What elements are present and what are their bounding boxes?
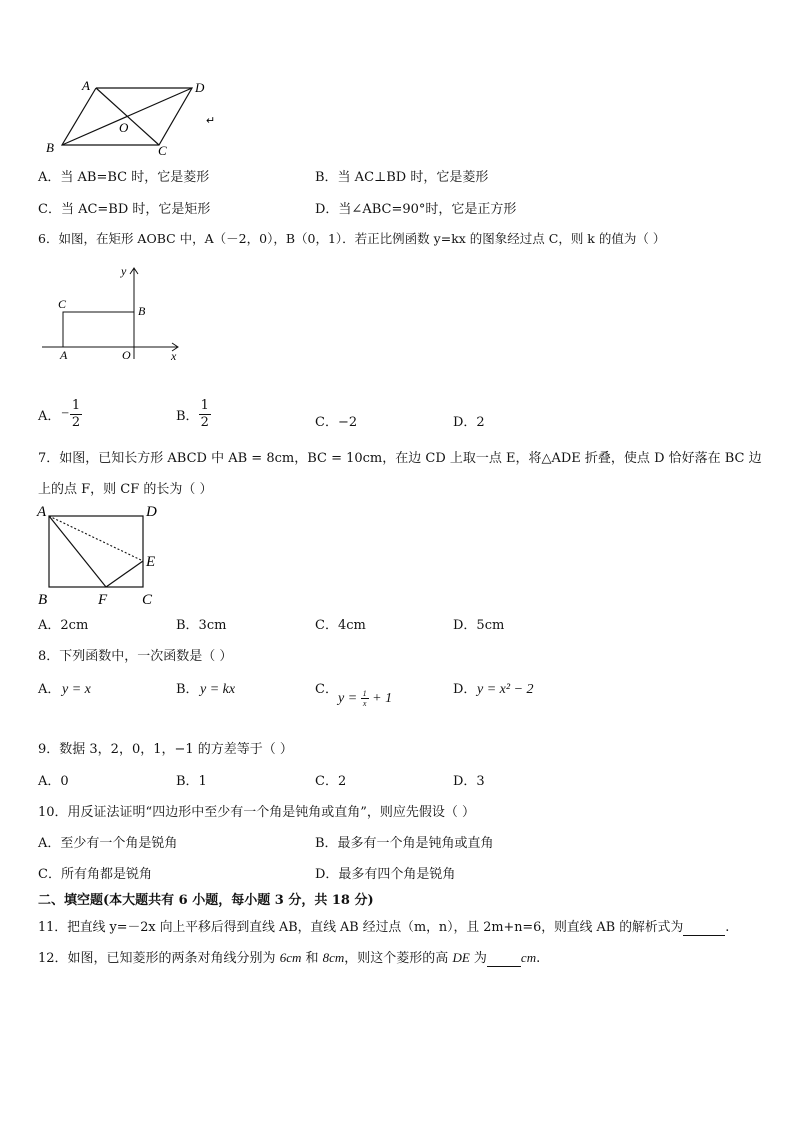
- q7-option-b[interactable]: B．3cm: [176, 618, 227, 633]
- q12-mid2: ，则这个菱形的高: [344, 951, 453, 966]
- rectangle-abcd: [49, 516, 143, 587]
- q9-option-d[interactable]: D．3: [453, 774, 485, 789]
- label-y: y: [121, 264, 127, 278]
- q7-option-d[interactable]: D．5cm: [453, 618, 505, 633]
- q10-option-b[interactable]: B．最多有一个角是钝角或直角: [315, 836, 494, 851]
- q8-option-b-expr: y = kx: [200, 682, 236, 697]
- label-d: D: [146, 504, 157, 520]
- q12-de: DE: [452, 950, 470, 965]
- q7-stem-line1: 7．如图，已知长方形 ABCD 中 AB = 8cm，BC = 10cm，在边 CD 上取一点 E，将△ADE 折叠，使点 D 恰好落在 BC 边: [38, 451, 762, 466]
- q5-option-b[interactable]: B．当 AC⊥BD 时，它是菱形: [315, 170, 489, 185]
- label-c: C: [58, 297, 67, 311]
- q12-diag2: 8cm: [322, 950, 345, 965]
- q8-option-b[interactable]: [176, 678, 199, 697]
- parallelogram-figure: [40, 74, 230, 159]
- q8-option-d[interactable]: [453, 678, 476, 697]
- q6-option-a-label: A．: [38, 409, 61, 424]
- q8-option-c[interactable]: [315, 678, 338, 697]
- q5-option-a[interactable]: A．当 AB=BC 时，它是菱形: [38, 170, 210, 185]
- q12-pre: 12．如图，已知菱形的两条对角线分别为: [38, 951, 280, 966]
- q10-option-a[interactable]: A．至少有一个角是锐角: [38, 836, 178, 851]
- denominator: 2: [200, 415, 209, 430]
- q10-option-d[interactable]: D．最多有四个角是锐角: [315, 867, 456, 882]
- fold-line-ae: [49, 516, 143, 561]
- numerator: 1: [362, 689, 367, 698]
- denominator: x: [362, 699, 367, 708]
- label-o: O: [122, 348, 131, 362]
- q9-stem: 9．数据 3，2，0，1，−1 的方差等于（ ）: [38, 742, 293, 757]
- q8-option-c-label: C．: [315, 682, 338, 697]
- q6-option-d[interactable]: D．2: [453, 415, 485, 430]
- label-c: C: [142, 592, 153, 608]
- q12-mid3: 为: [469, 951, 487, 966]
- label-b: B: [38, 592, 48, 608]
- q5-option-d[interactable]: D．当∠ABC=90°时，它是正方形: [315, 202, 517, 217]
- q6-stem: 6．如图，在矩形 AOBC 中，A（－2，0），B（0，1）．若正比例函数 y=kx 的图象经过点 C，则 k 的值为（ ）: [38, 231, 666, 246]
- expr-suffix: + 1: [368, 691, 393, 706]
- q7-stem-line2: 上的点 F，则 CF 的长为（ ）: [38, 482, 213, 497]
- q8-option-a-label: A．: [38, 682, 61, 697]
- q7-rectangle-figure: [36, 500, 166, 610]
- label-b: B: [138, 304, 146, 318]
- q7-option-c[interactable]: C．4cm: [315, 618, 366, 633]
- label-c: C: [158, 143, 167, 158]
- label-a: A: [82, 78, 90, 93]
- section-heading: 二、填空题(本大题共有 6 小题，每小题 3 分，共 18 分): [38, 893, 374, 908]
- label-x: x: [171, 349, 177, 362]
- q6-option-b-fraction: [199, 398, 211, 431]
- q9-option-c[interactable]: C．2: [315, 774, 347, 789]
- q6-option-c[interactable]: C．−2: [315, 415, 358, 430]
- q12-answer-blank[interactable]: [487, 951, 521, 967]
- q11-answer-blank[interactable]: [683, 920, 725, 936]
- q8-option-b-label: B．: [176, 682, 199, 697]
- q8-stem: 8．下列函数中，一次函数是（ ）: [38, 649, 233, 664]
- numerator: 1: [200, 398, 209, 413]
- q5-option-c[interactable]: C．当 AC=BD 时，它是矩形: [38, 202, 211, 217]
- label-o: O: [119, 120, 129, 135]
- q12: [38, 947, 540, 967]
- label-f: F: [98, 592, 108, 608]
- q11: [38, 916, 729, 936]
- q12-diag1: 6cm: [279, 950, 302, 965]
- q6-option-b-label: B．: [176, 409, 199, 424]
- q12-mid: 和: [301, 951, 323, 966]
- q9-option-a[interactable]: A．0: [38, 774, 69, 789]
- return-mark: ↵: [206, 115, 216, 127]
- segment-af: [49, 516, 106, 587]
- label-e: E: [146, 554, 156, 570]
- denominator: 2: [71, 415, 81, 430]
- q6-option-b[interactable]: [176, 398, 211, 431]
- segment-fe: [106, 561, 143, 587]
- q8-option-a[interactable]: [38, 678, 60, 697]
- q9-option-b[interactable]: B．1: [176, 774, 207, 789]
- label-a: A: [60, 348, 68, 362]
- q12-end: .: [536, 951, 541, 966]
- q6-coordinate-figure: [38, 262, 188, 362]
- q10-option-c[interactable]: C．所有角都是锐角: [38, 867, 152, 882]
- q6-option-a[interactable]: [38, 398, 82, 431]
- q10-stem: 10．用反证法证明“四边形中至少有一个角是钝角或直角”，则应先假设（ ）: [38, 805, 475, 820]
- label-a: A: [37, 504, 47, 520]
- q7-option-a[interactable]: A．2cm: [38, 618, 89, 633]
- q11-text: 11．把直线 y=－2x 向上平移后得到直线 AB，直线 AB 经过点（m，n），且 2m+n=6，则直线 AB 的解析式为: [38, 920, 684, 935]
- fraction-1-over-x: [361, 690, 369, 708]
- q8-option-d-expr: y = x² − 2: [477, 682, 534, 697]
- q12-unit: cm: [520, 950, 537, 965]
- q11-end: .: [725, 920, 730, 935]
- numerator: 1: [71, 398, 81, 413]
- expr-prefix: y =: [338, 691, 361, 706]
- q8-option-d-label: D．: [453, 682, 477, 697]
- q6-option-a-sign: −: [60, 406, 70, 422]
- q8-option-a-expr: y = x: [62, 682, 91, 697]
- diagonal-bd: [62, 88, 192, 145]
- q6-option-a-fraction: [70, 398, 82, 431]
- label-d: D: [195, 80, 205, 95]
- q8-option-c-expr: [338, 690, 392, 708]
- rectangle-aobc: [63, 312, 134, 347]
- label-b: B: [46, 140, 54, 155]
